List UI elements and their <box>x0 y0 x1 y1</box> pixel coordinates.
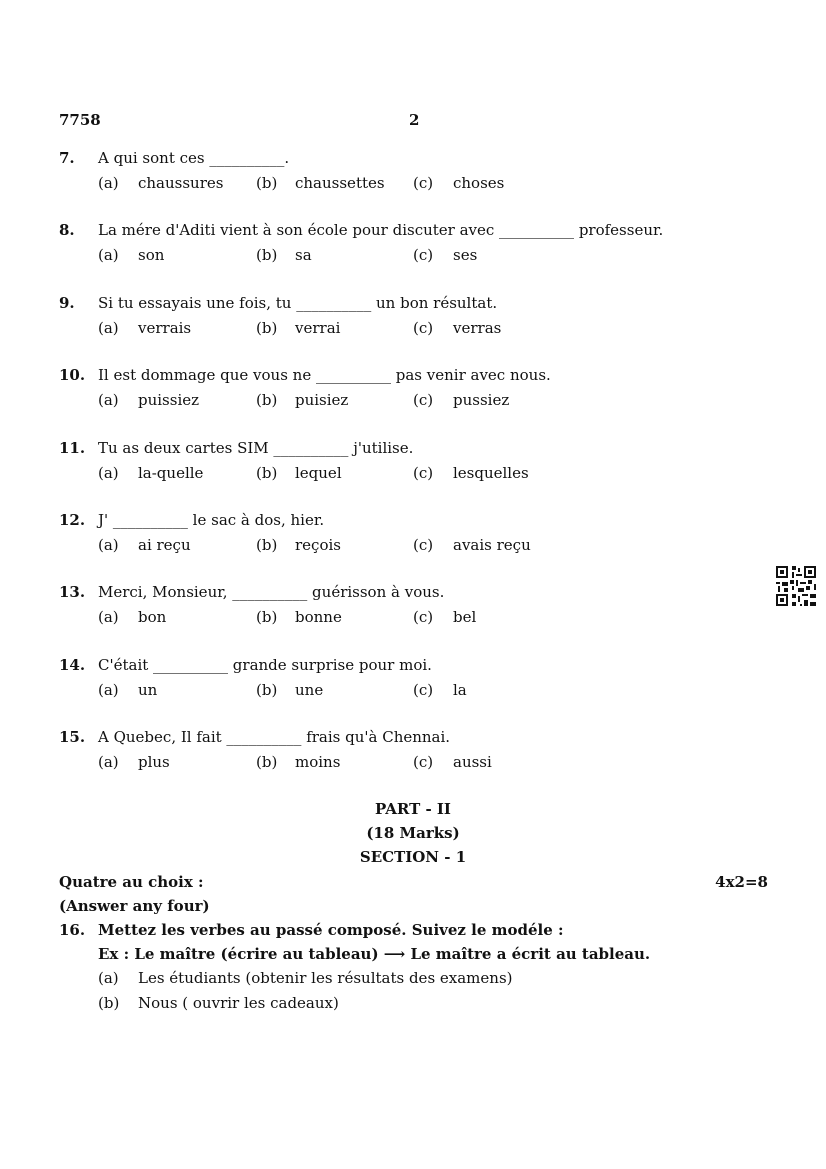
option-text: reçois <box>295 536 341 554</box>
option-label: (c) <box>413 753 434 771</box>
question-number: 14. <box>59 656 86 674</box>
option-label: (a) <box>98 536 119 554</box>
option-text: plus <box>138 753 170 771</box>
option-text: un <box>138 681 158 699</box>
option-text: bel <box>453 608 477 626</box>
part-title: PART - II <box>375 800 451 818</box>
option-label: (b) <box>256 753 278 771</box>
option-label: (c) <box>413 391 434 409</box>
question-number: 13. <box>59 583 86 601</box>
option-text: une <box>295 681 324 699</box>
option-label: (c) <box>413 608 434 626</box>
qr-code-icon <box>776 566 816 606</box>
example-text: Ex : Le maître (écrire au tableau) ⟶ Le maître a écrit au tableau. <box>98 945 651 963</box>
option-text: lequel <box>295 464 342 482</box>
question-text: Mettez les verbes au passé composé. Suivez le modéle : <box>98 921 564 939</box>
question-number: 10. <box>59 366 86 384</box>
option-label: (b) <box>256 464 278 482</box>
question-text: Si tu essayais une fois, tu __________ un bon résultat. <box>98 294 498 312</box>
question-number: 8. <box>59 221 75 239</box>
option-label: (a) <box>98 174 119 192</box>
option-text: lesquelles <box>453 464 529 482</box>
option-label: (c) <box>413 246 434 264</box>
exam-code: 7758 <box>59 111 101 129</box>
option-label: (c) <box>413 536 434 554</box>
question-number: 11. <box>59 439 86 457</box>
page-number: 2 <box>409 111 420 129</box>
option-label: (a) <box>98 464 119 482</box>
option-text: bon <box>138 608 167 626</box>
option-label: (b) <box>256 536 278 554</box>
option-text: verrai <box>295 319 341 337</box>
question-text: Merci, Monsieur, __________ guérisson à vous. <box>98 583 445 601</box>
option-text: la-quelle <box>138 464 204 482</box>
option-label: (a) <box>98 246 119 264</box>
option-text: aussi <box>453 753 492 771</box>
question-text: Il est dommage que vous ne __________ pas venir avec nous. <box>98 366 551 384</box>
question-number: 7. <box>59 149 75 167</box>
question-number: 16. <box>59 921 86 939</box>
option-label: (b) <box>256 246 278 264</box>
option-text: puisiez <box>295 391 349 409</box>
question-number: 12. <box>59 511 86 529</box>
option-label: (c) <box>413 464 434 482</box>
q16-option-text: Les étudiants (obtenir les résultats des examens) <box>138 969 513 987</box>
option-text: verras <box>453 319 502 337</box>
q16-option-label: (b) <box>98 994 120 1012</box>
option-label: (b) <box>256 608 278 626</box>
question-text: J' __________ le sac à dos, hier. <box>98 511 325 529</box>
option-text: ai reçu <box>138 536 191 554</box>
option-label: (c) <box>413 174 434 192</box>
question-number: 15. <box>59 728 86 746</box>
option-text: son <box>138 246 165 264</box>
option-text: pussiez <box>453 391 510 409</box>
part-marks: (18 Marks) <box>366 824 460 842</box>
option-label: (a) <box>98 319 119 337</box>
option-text: verrais <box>138 319 192 337</box>
instruction-en: (Answer any four) <box>59 897 210 915</box>
option-text: sa <box>295 246 312 264</box>
option-label: (c) <box>413 681 434 699</box>
question-text: A Quebec, Il fait __________ frais qu'à Chennai. <box>98 728 451 746</box>
option-text: ses <box>453 246 478 264</box>
question-text: A qui sont ces __________. <box>98 149 290 167</box>
option-label: (a) <box>98 681 119 699</box>
option-text: chaussettes <box>295 174 385 192</box>
instruction-fr: Quatre au choix : <box>59 873 204 891</box>
score-label: 4x2=8 <box>715 873 768 891</box>
question-text: La mére d'Aditi vient à son école pour discuter avec __________ professeur. <box>98 221 664 239</box>
option-text: chaussures <box>138 174 224 192</box>
option-text: avais reçu <box>453 536 531 554</box>
option-text: bonne <box>295 608 342 626</box>
option-text: puissiez <box>138 391 200 409</box>
question-text: C'était __________ grande surprise pour moi. <box>98 656 432 674</box>
q16-option-text: Nous ( ouvrir les cadeaux) <box>138 994 339 1012</box>
option-label: (a) <box>98 608 119 626</box>
option-label: (b) <box>256 319 278 337</box>
q16-option-label: (a) <box>98 969 119 987</box>
question-text: Tu as deux cartes SIM __________ j'utilise. <box>98 439 414 457</box>
option-label: (b) <box>256 391 278 409</box>
option-text: la <box>453 681 467 699</box>
option-label: (a) <box>98 391 119 409</box>
option-text: moins <box>295 753 341 771</box>
option-label: (a) <box>98 753 119 771</box>
option-text: choses <box>453 174 505 192</box>
question-number: 9. <box>59 294 75 312</box>
option-label: (c) <box>413 319 434 337</box>
option-label: (b) <box>256 681 278 699</box>
option-label: (b) <box>256 174 278 192</box>
section-title: SECTION - 1 <box>359 848 467 866</box>
